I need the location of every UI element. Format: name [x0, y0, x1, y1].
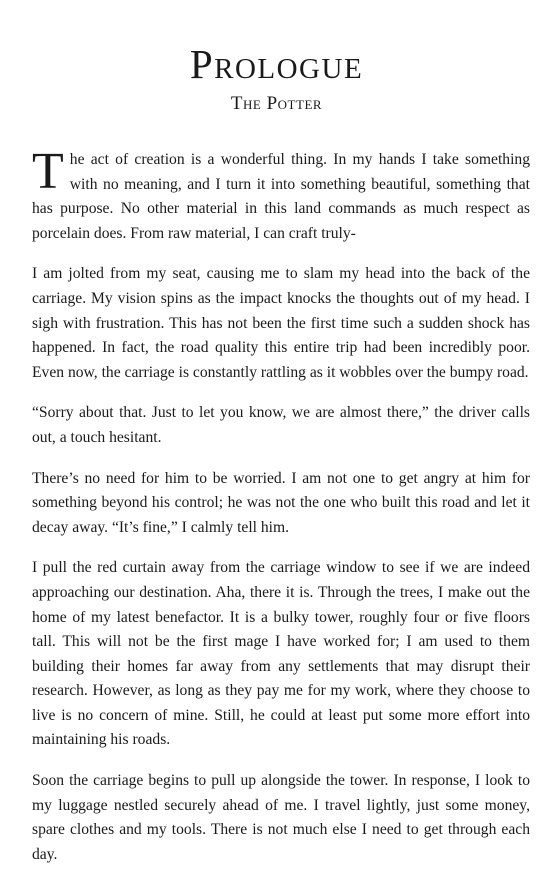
paragraph-1: [32, 143, 530, 246]
paragraph-1-text: he act of creation is a wonderful thing. In my hands I take something with no meaning, and I turn it into something beautiful, something that has purpose. No other material in this land commands as much respect as porcelain does. From raw material, I can craft truly-: [32, 151, 530, 242]
paragraph-3: “Sorry about that. Just to let you know, we are almost there,” the driver calls out, a touch hesitant.: [32, 404, 530, 446]
paragraph-2: I am jolted from my seat, causing me to slam my head into the back of the carriage. My vision spins as the impact knocks the thoughts out of my head. I sigh with frustration. This has not been the first time such a sudden shock has happened. In fact, the road quality this entire trip had been incredibly poor. Even now, the carriage is constantly rattling as it wobbles over the bumpy road.: [32, 265, 530, 381]
chapter-subtitle: The Potter: [230, 93, 323, 114]
paragraph-5: I pull the red curtain away from the carriage window to see if we are indeed approaching our destination. Aha, there it is. Through the trees, I make out the home of my latest benefactor. It is a bulky tower, roughly four or five floors tall. This will not be the first mage I have worked for; I am used to them building their homes far away from any settlements that may disrupt their research. However, as long as they pay me for my work, where they choose to live is no concern of mine. Still, he could at least put some more effort into maintaining his roads.: [32, 559, 530, 749]
paragraph-4: There’s no need for him to be worried. I am not one to get angry at him for something beyond his control; he was not the one who built this road and let it decay away. “It’s fine,” I calmly tell him.: [32, 469, 530, 536]
chapter-title: Prologue: [189, 41, 364, 87]
chapter-body: [32, 143, 530, 883]
drop-cap: T: [32, 143, 64, 200]
paragraph-6: Soon the carriage begins to pull up alongside the tower. In response, I look to my luggage nestled securely ahead of me. I travel lightly, just some money, spare clothes and my tools. There is not much else I need to get through each day.: [32, 772, 530, 863]
